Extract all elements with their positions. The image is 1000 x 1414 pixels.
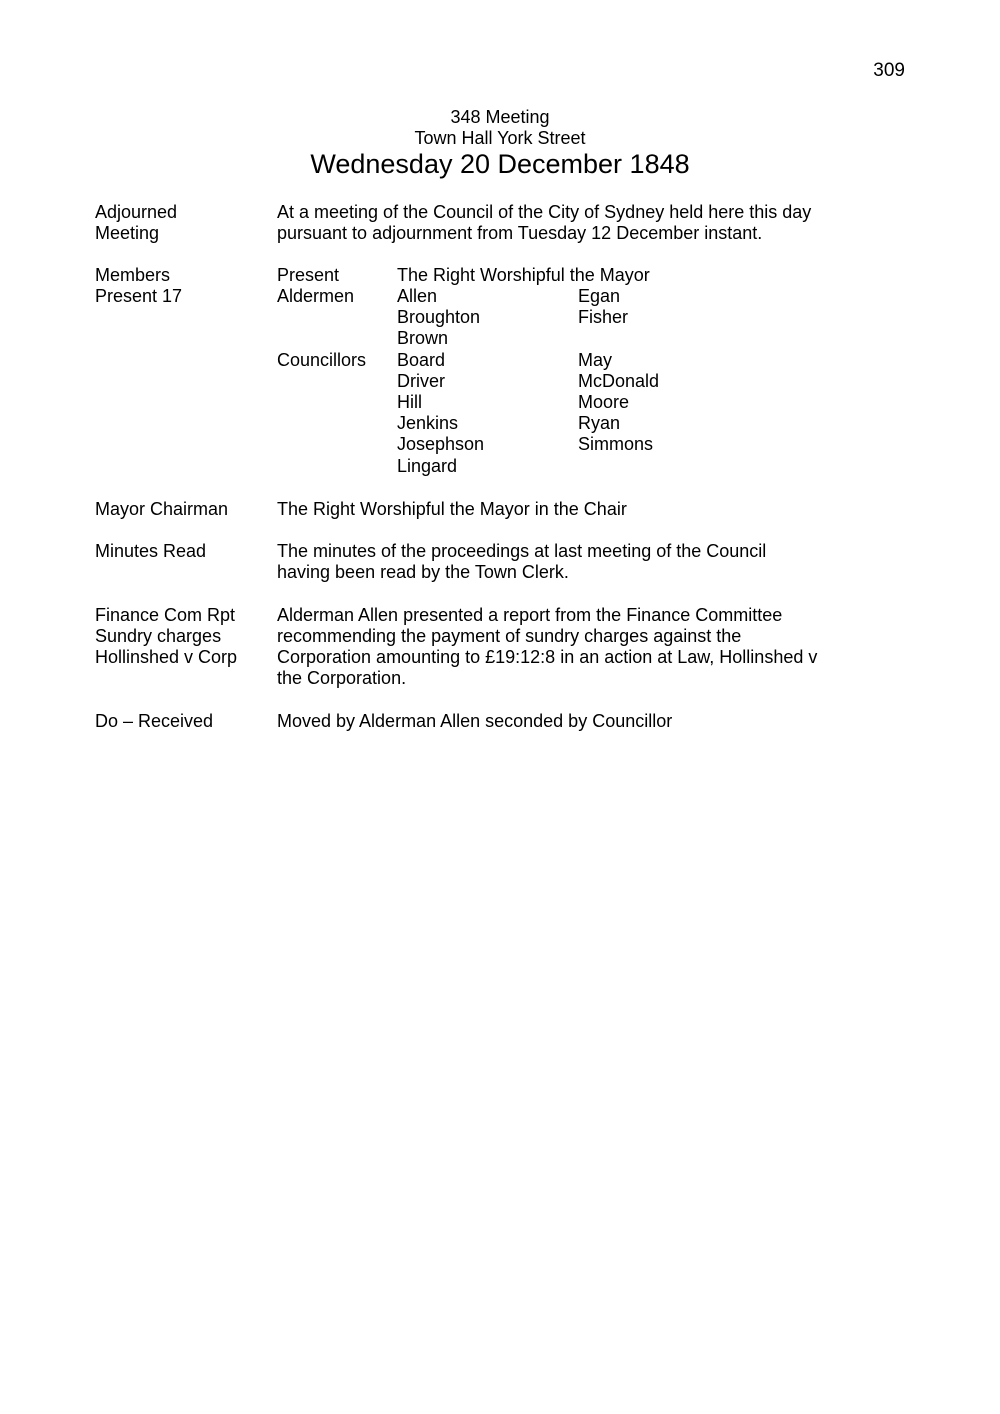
body-line: pursuant to adjournment from Tuesday 12 December instant. (277, 223, 763, 243)
alderman-name: Broughton (397, 307, 481, 327)
margin-note: Finance Com Rpt (95, 605, 236, 625)
margin-note: Minutes Read (95, 541, 207, 561)
councillor-name: Jenkins (397, 413, 459, 433)
body-line: The Right Worshipful the Mayor in the Chair (277, 499, 627, 519)
councillor-name: Simmons (578, 434, 654, 454)
councillor-name: McDonald (578, 371, 660, 391)
councillor-name: Board (397, 350, 446, 370)
present-label: Present (277, 265, 340, 285)
mayor-name: The Right Worshipful the Mayor (397, 265, 650, 285)
councillor-name: Lingard (397, 456, 458, 476)
body-line: The minutes of the proceedings at last meeting of the Council (277, 541, 767, 561)
body-line: At a meeting of the Council of the City of Sydney held here this day (277, 202, 812, 222)
alderman-name: Allen (397, 286, 438, 306)
margin-note: Present 17 (95, 286, 183, 306)
body-line: Alderman Allen presented a report from the Finance Committee (277, 605, 783, 625)
body-line: the Corporation. (277, 668, 407, 688)
councillors-label: Councillors (277, 350, 367, 370)
alderman-name: Brown (397, 328, 449, 348)
meeting-number: 348 Meeting (450, 107, 550, 127)
margin-note: Hollinshed v Corp (95, 647, 238, 667)
body-line: Corporation amounting to £19:12:8 in an action at Law, Hollinshed v (277, 647, 818, 667)
body-line: Moved by Alderman Allen seconded by Councillor (277, 711, 673, 731)
margin-note: Meeting (95, 223, 160, 243)
meeting-date: Wednesday 20 December 1848 (310, 149, 690, 179)
councillor-name: May (578, 350, 613, 370)
body-line: recommending the payment of sundry charges against the (277, 626, 742, 646)
margin-note: Members (95, 265, 171, 285)
councillor-name: Ryan (578, 413, 621, 433)
page-number: 309 (873, 60, 905, 81)
margin-note: Sundry charges (95, 626, 222, 646)
margin-note: Mayor Chairman (95, 499, 229, 519)
aldermen-label: Aldermen (277, 286, 355, 306)
alderman-name: Fisher (578, 307, 629, 327)
meeting-venue: Town Hall York Street (414, 128, 586, 148)
body-line: having been read by the Town Clerk. (277, 562, 569, 582)
councillor-name: Josephson (397, 434, 485, 454)
councillor-name: Moore (578, 392, 630, 412)
councillor-name: Hill (397, 392, 422, 412)
margin-note: Do – Received (95, 711, 214, 731)
margin-note: Adjourned (95, 202, 178, 222)
alderman-name: Egan (578, 286, 621, 306)
councillor-name: Driver (397, 371, 445, 391)
